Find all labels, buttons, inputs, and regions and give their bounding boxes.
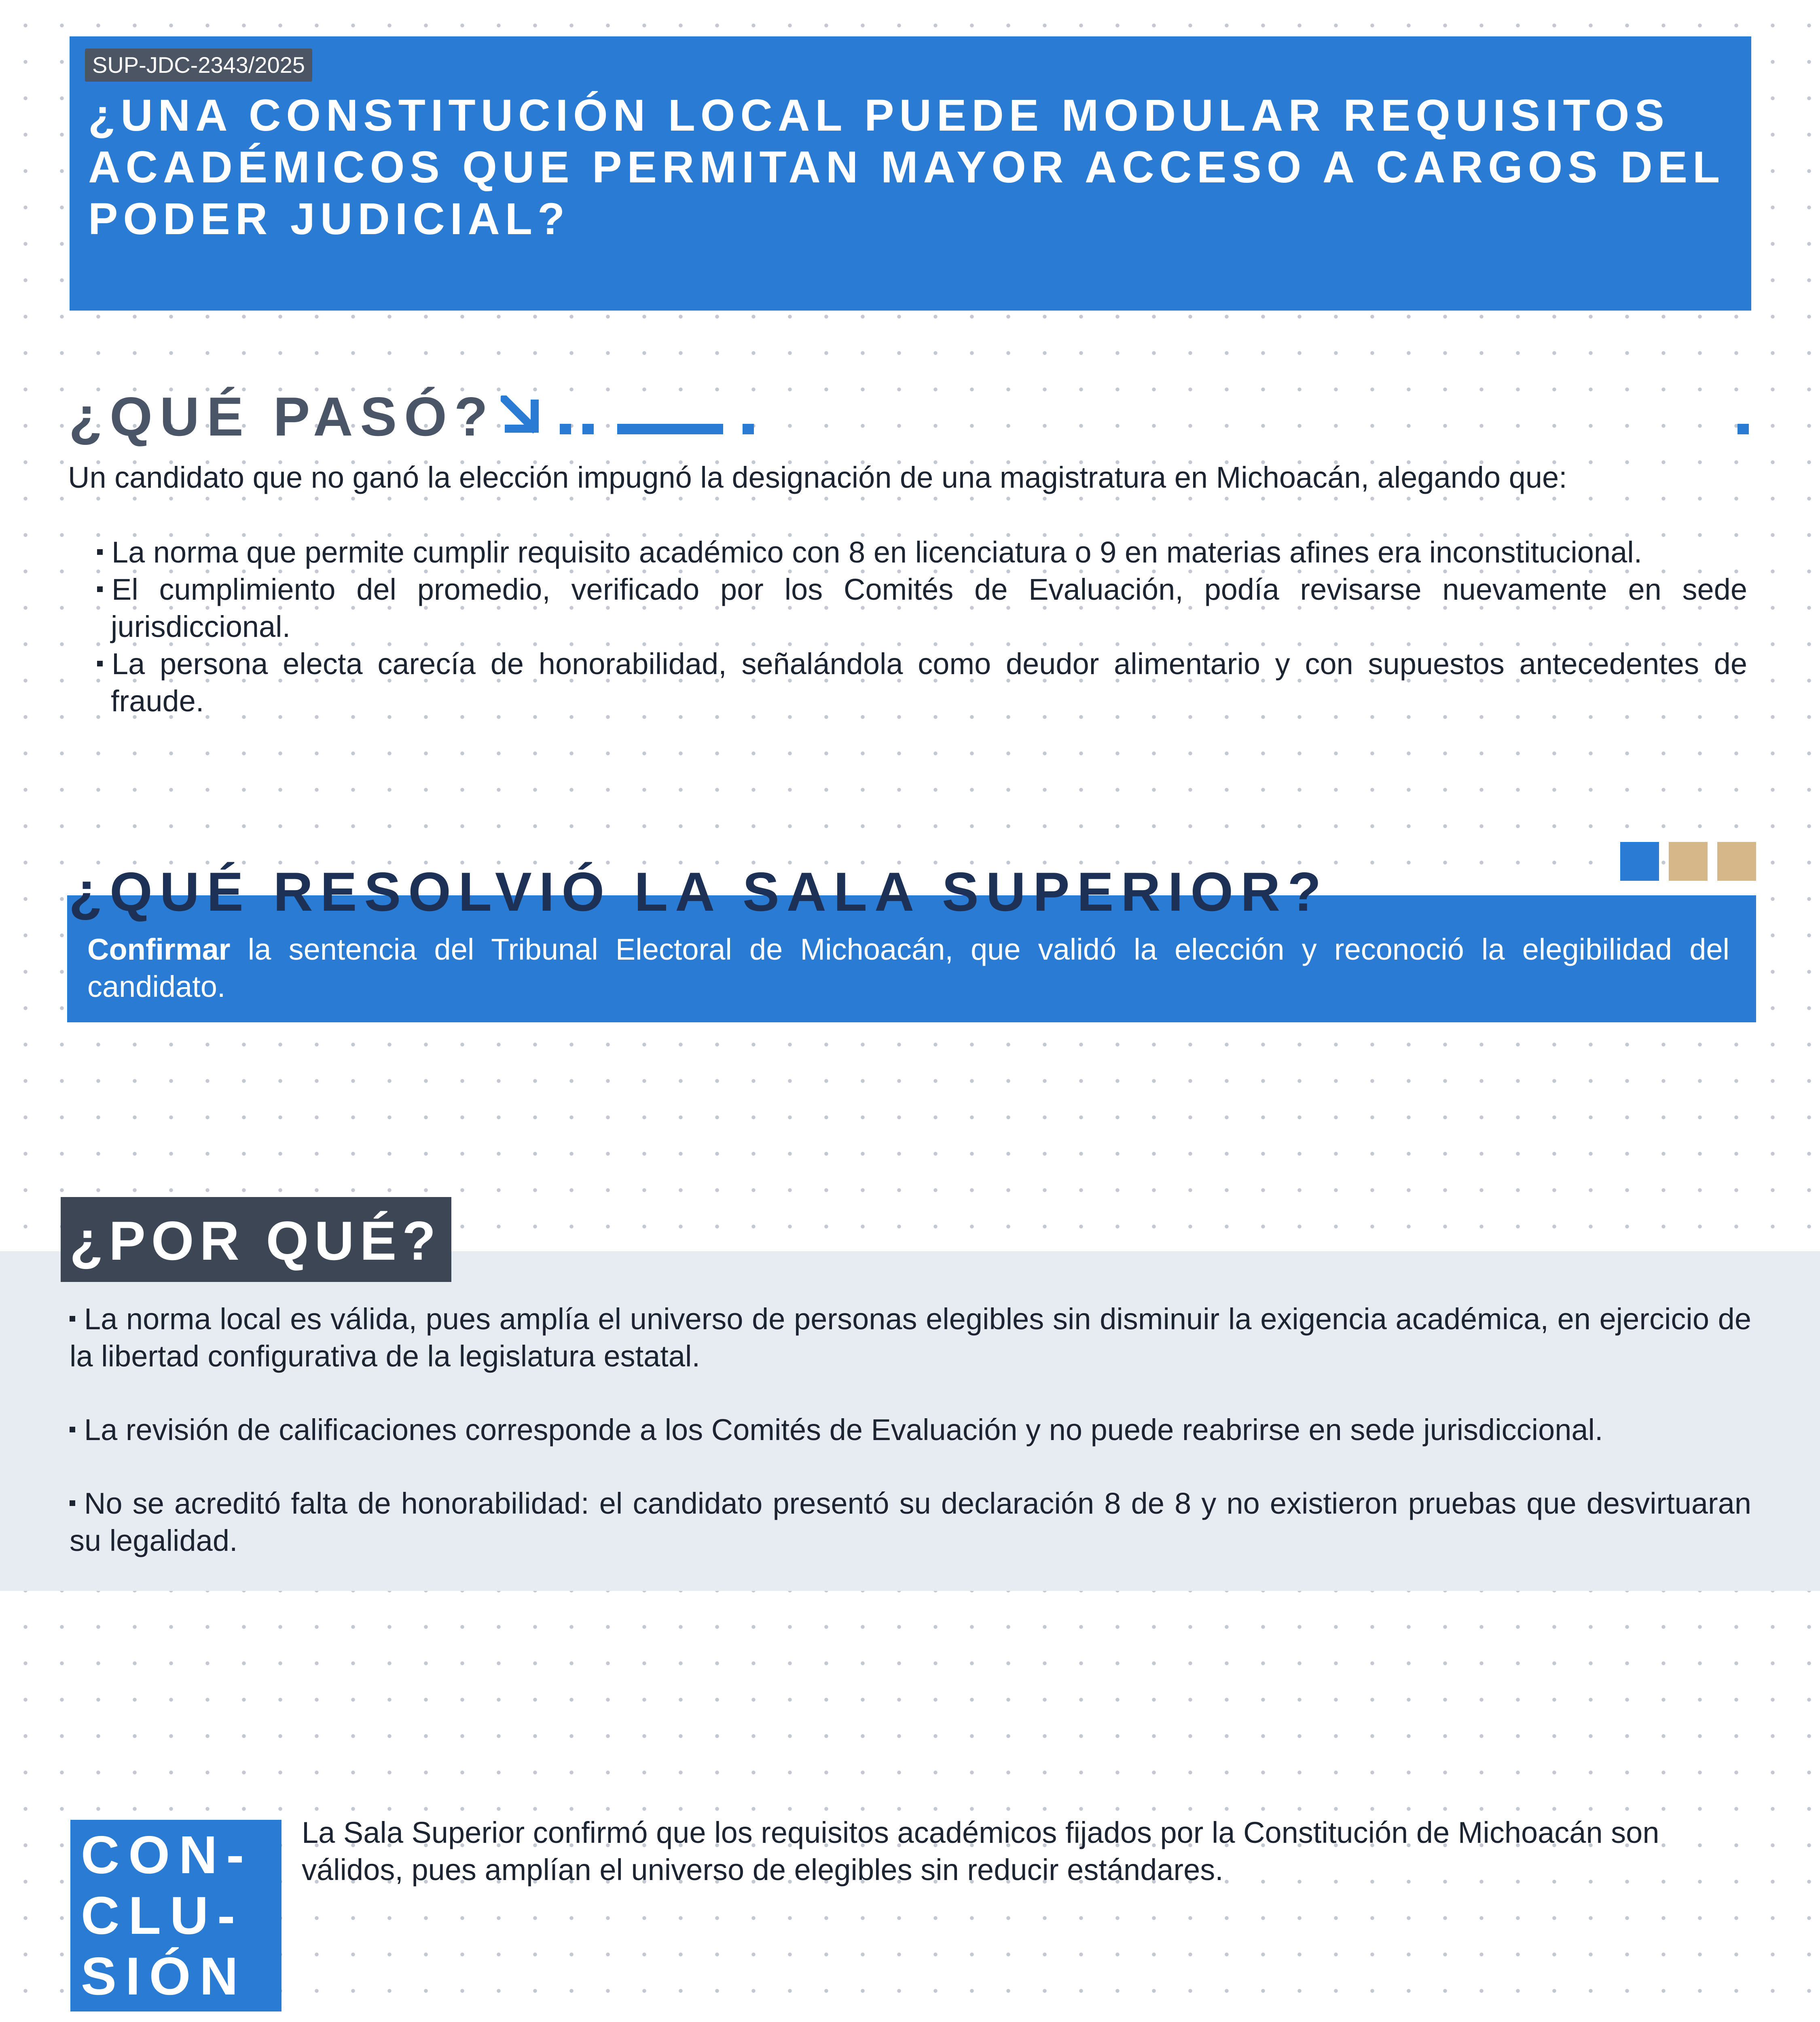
decorative-dash — [1737, 424, 1749, 434]
decorative-square — [1620, 842, 1659, 881]
facts-list — [97, 534, 1747, 720]
resolution-text: Confirmar la sentencia del Tribunal Electoral de Michoacán, que validó la elección y reconoció la elegibilidad del candidato. — [87, 933, 1729, 1003]
intro-text: Un candidato que no ganó la elección impugnó la designación de una magistratura en Michoacán, alegando que: — [68, 461, 1567, 494]
section-title-por-que: ¿POR QUÉ? — [70, 1210, 442, 1271]
main-question: ¿UNA CONSTITUCIÓN LOCAL PUEDE MODULAR REQUISITOS ACADÉMICOS QUE PERMITAN MAYOR ACCESO A CARGOS DEL PODER JUDICIAL? — [88, 91, 1725, 244]
bullet — [97, 549, 103, 555]
decorative-square — [1669, 842, 1708, 881]
arrow-down-right-icon — [501, 396, 545, 436]
bullet — [70, 1316, 75, 1322]
conclusion-title: CON- CLU- SIÓN — [81, 1825, 253, 2006]
list-item: La norma que permite cumplir requisito académico con 8 en licenciatura o 9 en materias afines era inconstitucional. — [97, 534, 1747, 571]
case-id-badge: SUP-JDC-2343/2025 — [85, 49, 312, 82]
section-title-resolucion: ¿QUÉ RESOLVIÓ LA SALA SUPERIOR? — [69, 861, 1329, 922]
why-list — [70, 1301, 1751, 1596]
list-item: La revisión de calificaciones corresponde a los Comités de Evaluación y no puede reabrirse en sede jurisdiccional. — [70, 1411, 1751, 1449]
section-title-que-paso: ¿QUÉ PASÓ? — [69, 386, 495, 447]
bullet — [70, 1427, 75, 1432]
list-item: La norma local es válida, pues amplía el universo de personas elegibles sin disminuir la exigencia académica, en ejercicio de la libertad configurativa de la legislatura estatal. — [70, 1302, 1751, 1373]
bullet — [97, 661, 103, 666]
decorative-dash — [617, 424, 723, 434]
conclusion-text: La Sala Superior confirmó que los requisitos académicos fijados por la Constitución de Michoacán son válidos, pues amplían el universo de elegibles sin reducir estándares. — [302, 1816, 1659, 1887]
list-item: No se acreditó falta de honorabilidad: el candidato presentó su declaración 8 de 8 y no existieron pruebas que desvirtuaran su legalidad. — [70, 1487, 1751, 1557]
list-item: El cumplimiento del promedio, verificado por los Comités de Evaluación, podía revisarse nuevamente en sede jurisdiccional. — [97, 571, 1747, 645]
list-item: La persona electa carecía de honorabilidad, señalándola como deudor alimentario y con supuestos antecedentes de fraude. — [97, 645, 1747, 720]
decorative-dash — [560, 424, 571, 434]
bullet — [97, 586, 103, 592]
decorative-square — [1717, 842, 1756, 881]
bullet — [70, 1500, 75, 1506]
decorative-dash — [582, 424, 594, 434]
decorative-dash — [743, 424, 754, 434]
